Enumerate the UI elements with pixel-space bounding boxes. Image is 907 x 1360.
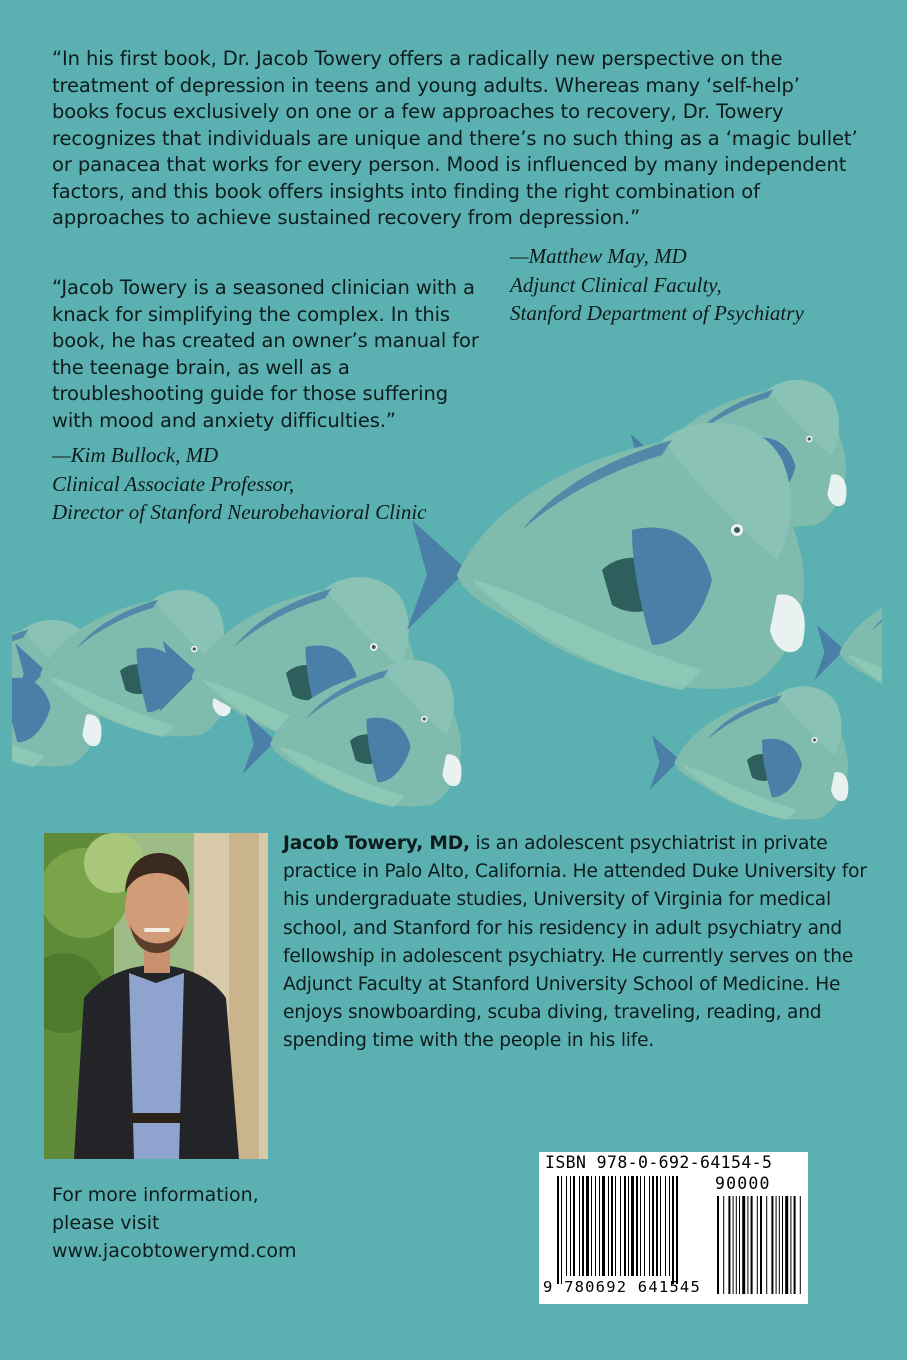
author-photo bbox=[44, 833, 268, 1159]
addon-bar bbox=[766, 1196, 767, 1294]
addon-bar bbox=[728, 1196, 730, 1294]
attribution-name: —Kim Bullock, MD bbox=[52, 443, 219, 467]
attribution-title: Clinical Associate Professor, bbox=[52, 471, 295, 496]
barcode-bar bbox=[615, 1176, 616, 1276]
barcode-bar bbox=[660, 1176, 661, 1276]
barcode-bar bbox=[624, 1176, 626, 1276]
author-bio bbox=[283, 830, 868, 1056]
addon-bar bbox=[751, 1196, 753, 1294]
more-info bbox=[52, 1181, 382, 1265]
barcode-digits: 9 780692 641545 bbox=[543, 1278, 701, 1296]
barcode-bar bbox=[672, 1176, 674, 1284]
addon-bar bbox=[723, 1196, 724, 1294]
barcode-bar bbox=[656, 1176, 658, 1276]
review-quote-1: “In his first book, Dr. Jacob Towery offers a radically new perspective on the treatment of depression in teens and young adults. Whereas many ‘self-help’ books focus exclusively on one or a few approaches to recovery, Dr. Towery recognizes that individuals are unique and there’s no such thing as a ‘magic bullet’ or panacea that works for every person. Mood is influenced by many independent factors, and this book offers insights into finding the right combination of approaches to achieve sustained recovery from depression.” bbox=[52, 47, 858, 229]
barcode-bar bbox=[595, 1176, 596, 1276]
more-info-line-1: For more information, bbox=[52, 1184, 259, 1206]
barcode-bar bbox=[631, 1176, 634, 1276]
fish-edge-right bbox=[815, 576, 883, 710]
barcode-bar bbox=[628, 1176, 629, 1276]
barcode-bar bbox=[636, 1176, 638, 1276]
barcode-bar bbox=[620, 1176, 621, 1276]
barcode-bar bbox=[582, 1176, 584, 1276]
fish-large-center bbox=[407, 423, 805, 690]
barcode-bar bbox=[586, 1176, 589, 1276]
attribution-title: Adjunct Clinical Faculty, bbox=[510, 272, 722, 297]
author-name: Jacob Towery, MD, bbox=[283, 833, 470, 854]
addon-bar bbox=[757, 1196, 758, 1294]
addon-bar bbox=[747, 1196, 748, 1294]
barcode-bar bbox=[566, 1176, 567, 1276]
author-bio-text: is an adolescent psychiatrist in private practice in Palo Alto, California. He attended Duke University for his undergraduate studies, University of Virginia for medical school, and Stanford for his residency in adult psychiatry and fellowship in adolescent psychiatry. He currently serves on the Adjunct Faculty at Stanford University School of Medicine. He enjoys snowboarding, scuba diving, traveling, reading, and spending time with the people in his life. bbox=[283, 833, 867, 1052]
addon-bar bbox=[736, 1196, 737, 1294]
parrotfish-illustration bbox=[12, 330, 882, 830]
addon-bar bbox=[800, 1196, 801, 1294]
barcode-bar bbox=[649, 1176, 650, 1276]
addon-bar bbox=[794, 1196, 796, 1294]
attribution-name: —Matthew May, MD bbox=[510, 244, 687, 268]
barcode-bar bbox=[640, 1176, 641, 1276]
barcode-bar bbox=[591, 1176, 592, 1276]
barcode-bar bbox=[561, 1176, 562, 1284]
isbn-label: ISBN 978-0-692-64154-5 bbox=[545, 1153, 773, 1172]
barcode-bar bbox=[599, 1176, 600, 1276]
review-attribution-1 bbox=[510, 242, 890, 328]
addon-bar bbox=[782, 1196, 783, 1294]
addon-bar bbox=[785, 1196, 788, 1294]
more-info-line-2: please visit bbox=[52, 1212, 160, 1234]
addon-bar bbox=[779, 1196, 780, 1294]
price-addon-code: 90000 bbox=[715, 1174, 771, 1193]
attribution-affiliation: Stanford Department of Psychiatry bbox=[510, 301, 804, 325]
barcode-bar bbox=[570, 1176, 571, 1276]
addon-bar bbox=[733, 1196, 734, 1294]
attribution-affiliation: Director of Stanford Neurobehavioral Clinic bbox=[52, 500, 427, 524]
addon-bar bbox=[771, 1196, 773, 1294]
website-url[interactable]: www.jacobtowerymd.com bbox=[52, 1240, 297, 1262]
addon-bar bbox=[760, 1196, 762, 1294]
barcode-bar bbox=[579, 1176, 580, 1276]
fish-lower-right bbox=[650, 686, 849, 820]
barcode-bar bbox=[602, 1176, 605, 1276]
review-quote-2: “Jacob Towery is a seasoned clinician with a knack for simplifying the complex. In this book, he has created an owner’s manual for the teenage brain, as well as a troubleshooting guide for those suffering with mood and anxiety difficulties.” bbox=[52, 276, 479, 432]
addon-bar bbox=[717, 1196, 719, 1294]
barcode-bar bbox=[676, 1176, 678, 1284]
barcode-bar bbox=[611, 1176, 613, 1276]
barcode-bar bbox=[573, 1176, 575, 1276]
addon-bar bbox=[739, 1196, 740, 1294]
barcode-bar bbox=[608, 1176, 609, 1276]
addon-bar bbox=[776, 1196, 777, 1294]
barcode-bar bbox=[665, 1176, 666, 1276]
addon-bar bbox=[790, 1196, 791, 1294]
barcode-bar bbox=[652, 1176, 654, 1276]
barcode-bar bbox=[669, 1176, 670, 1276]
barcode-bar bbox=[644, 1176, 645, 1276]
barcode-bar bbox=[557, 1176, 559, 1284]
addon-bar bbox=[742, 1196, 745, 1294]
isbn-barcode bbox=[539, 1152, 808, 1304]
